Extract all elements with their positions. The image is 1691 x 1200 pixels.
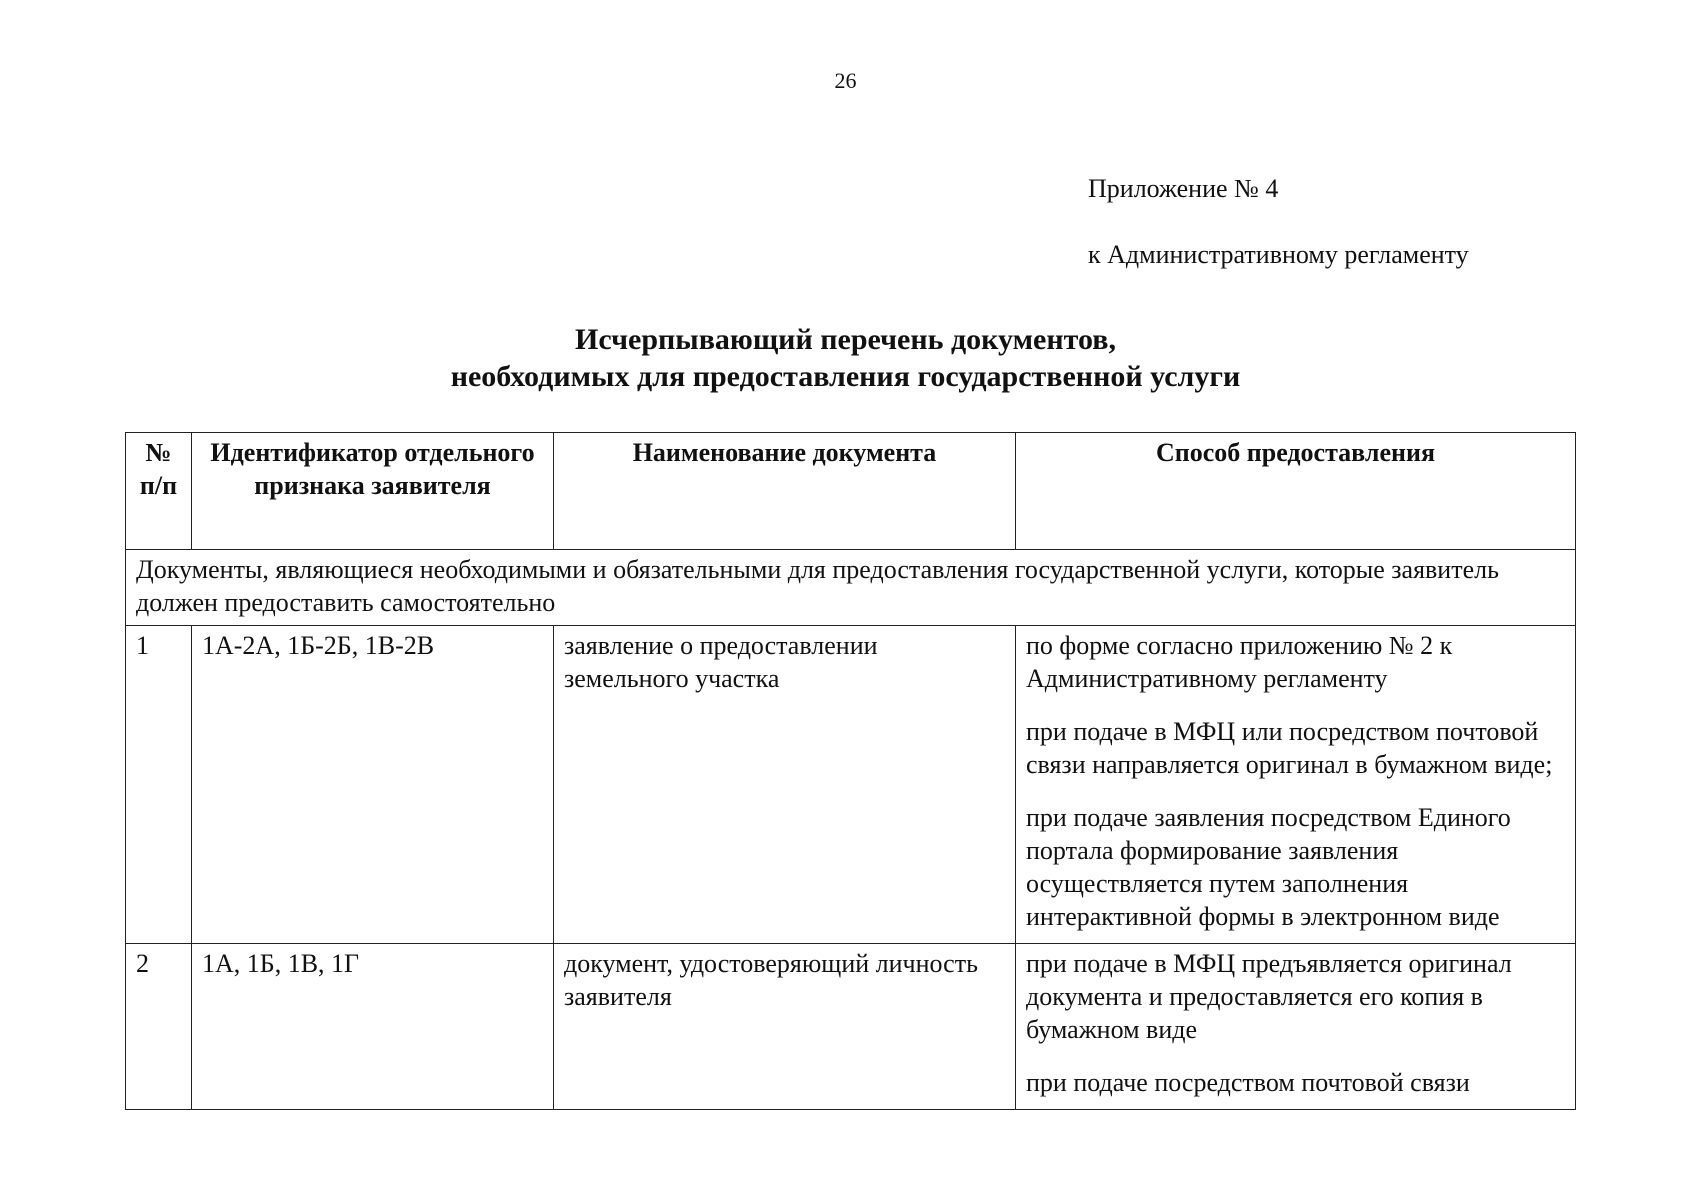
header-num: № п/п (126, 433, 192, 550)
title-line-2: необходимых для предоставления государственной услуги (450, 360, 1241, 393)
table-row (126, 944, 1576, 1110)
header-document: Наименование документа (554, 433, 1016, 550)
row-num: 1 (126, 626, 192, 944)
row-identifier: 1А, 1Б, 1В, 1Г (192, 944, 554, 1110)
method-paragraph: при подаче в МФЦ или посредством почтовой связи направляется оригинал в бумажном виде; (1026, 717, 1553, 779)
header-identifier: Идентификатор отдельного признака заявителя (192, 433, 554, 550)
appendix-number: Приложение № 4 (1088, 174, 1279, 203)
section-title: Документы, являющиеся необходимыми и обязательными для предоставления государственной услуги, которые заявитель должен предоставить самостоятельно (126, 550, 1576, 626)
page-number: 26 (834, 68, 857, 93)
title-line-1: Исчерпывающий перечень документов, (575, 323, 1116, 356)
table-row (126, 626, 1576, 944)
row-document: документ, удостоверяющий личность заявителя (554, 944, 1016, 1110)
document-title (0, 321, 1691, 395)
method-paragraph: при подаче посредством почтовой связи (1026, 1068, 1470, 1097)
table-header-row (126, 433, 1576, 550)
row-document: заявление о предоставлении земельного участка (554, 626, 1016, 944)
method-paragraph: при подаче в МФЦ предъявляется оригинал документа и предоставляется его копия в бумажном виде (1026, 949, 1512, 1044)
appendix-reference: к Административному регламенту (1088, 240, 1469, 269)
row-method (1016, 944, 1576, 1110)
section-row (126, 550, 1576, 626)
method-paragraph: при подаче заявления посредством Единого портала формирование заявления осуществляется путем заполнения интерактивной формы в электронном виде (1026, 803, 1511, 931)
documents-table (125, 432, 1576, 1110)
row-identifier: 1А-2А, 1Б-2Б, 1В-2В (192, 626, 554, 944)
row-method (1016, 626, 1576, 944)
row-num: 2 (126, 944, 192, 1110)
header-method: Способ предоставления (1016, 433, 1576, 550)
method-paragraph: по форме согласно приложению № 2 к Административному регламенту (1026, 631, 1453, 693)
